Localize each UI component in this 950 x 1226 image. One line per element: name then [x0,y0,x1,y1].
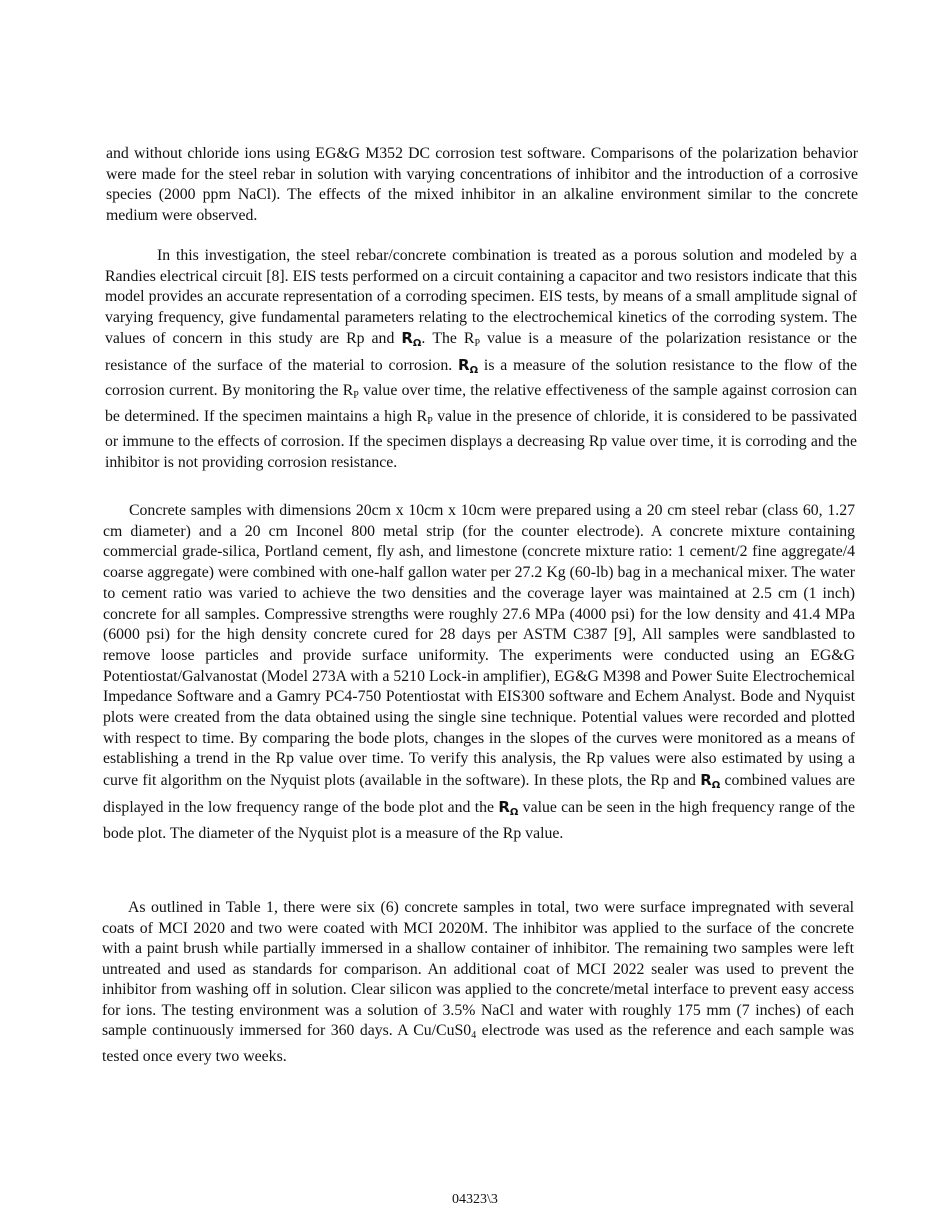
subscript-p: P [427,415,433,427]
text-run: value over time, the relative effectiveness of the sample against corrosion can be determined. If the specimen maintains a high R [105,382,857,425]
text-run: combined values are displayed in the low frequency range of the bode plot and the [103,772,855,816]
text-run: electrode was used as the reference and each sample was tested once every two weeks. [102,1022,854,1065]
page-footer-id: 04323\3 [452,1192,498,1207]
text-run: is a measure of the solution resistance to the flow of the corrosion current. By monitoring the R [105,356,857,399]
text-run: value is a measure of the polarization resistance or the resistance of the surface of the material to corrosion. [105,330,858,374]
text-run: value in the presence of chloride, it is considered to be passivated or immune to the effects of corrosion. If the specimen displays a decreasing Rp value over time, it is corroding and the inhibitor is not providing corrosion resistance. [105,407,857,471]
r-omega-symbol: $R_\Omega$ [458,355,479,376]
paragraph-eis-model [105,246,857,473]
subscript-p: P [353,390,359,401]
paragraph-methods-intro [106,144,858,226]
text-run: . The R [421,330,475,347]
text-run: Concrete samples with dimensions 20cm x 10cm x 10cm were prepared using a 20 cm steel rebar (class 60, 1.27 cm diameter) and a 20 cm Inconel 800 metal strip (for the counter electrode). A concrete mixture containing commercial grade-silica, Portland cement, fly ash, and limestone (concrete mixture ratio: 1 cement/2 fine aggregate/4 coarse aggregate) were combined with one-half gallon water per 27.2 Kg (60-lb) bag in a mechanical mixer. The water to cement ratio was varied to achieve the two densities and the coverage layer was maintained at 2.5 cm (1 inch) concrete for all samples. Compressive strengths were roughly 27.6 MPa (4000 psi) for the low density and 41.4 MPa (6000 psi) for the high density concrete cured for 28 days per ASTM C387 [9], All samples were sandblasted to remove loose particles and provide surface uniformity. The experiments were conducted using an EG&G Potentiostat/Galvanostat (Model 273A with a 5210 Lock-in amplifier), EG&G M398 and Power Suite Electrochemical Impedance Software and a Gamry PC4-750 Potentiostat with EIS300 software and Echem Analyst. Bode and Nyquist plots were created from the data obtained using the single sine technique. Potential values were recorded and plotted with respect to time. By comparing the bode plots, changes in the slopes of the curves were monitored as a means of establishing a trend in the Rp value over time. To verify this analysis, the Rp values were also estimated by using a curve fit algorithm on the Nyquist plots (available in the software). In these plots, the Rp and [103,502,855,790]
paragraph-sample-prep [103,501,855,844]
paragraph-test-setup [102,898,854,1067]
text-run: In this investigation, the steel rebar/concrete combination is treated as a porous solution and modeled by a Randies electrical circuit [8]. EIS tests performed on a circuit containing a capacitor and two resistors indicate that this model provides an accurate representation of a corroding specimen. EIS tests, by means of a small amplitude signal of varying frequency, give fundamental parameters relating to the electrochemical kinetics of the corroding system. The values of concern in this study are Rp and [105,247,857,347]
r-omega-symbol: $R_\Omega$ [498,797,519,818]
r-omega-symbol: $R_\Omega$ [700,771,721,792]
r-omega-symbol: $R_\Omega$ [401,329,422,349]
subscript-p: P [474,338,481,349]
text-run: value can be seen in the high frequency range of the bode plot. The diameter of the Nyquist plot is a measure of the Rp value. [103,798,855,842]
subscript-4: 4 [471,1030,477,1041]
text-run: As outlined in Table 1, there were six (6) concrete samples in total, two were surface impregnated with several coats of MCI 2020 and two were coated with MCI 2020M. The inhibitor was applied to the surface of the concrete with a paint brush while partially immersed in a shallow container of inhibitor. The remaining two samples were left untreated and used as standards for comparison. An additional coat of MCI 2022 sealer was used to prevent the inhibitor from washing off in solution. Clear silicon was applied to the concrete/metal interface to prevent easy access for ions. The testing environment was a solution of 3.5% NaCl and water with roughly 175 mm (7 inches) of each sample continuously immersed for 360 days. A Cu/CuS0 [102,899,854,1039]
paragraph-text: and without chloride ions using EG&G M352 DC corrosion test software. Comparisons of the polarization behavior were made for the steel rebar in solution with varying concentrations of inhibitor and the introduction of a corrosive species (2000 ppm NaCl). The effects of the mixed inhibitor in an alkaline environment similar to the concrete medium were observed. [106,145,858,224]
